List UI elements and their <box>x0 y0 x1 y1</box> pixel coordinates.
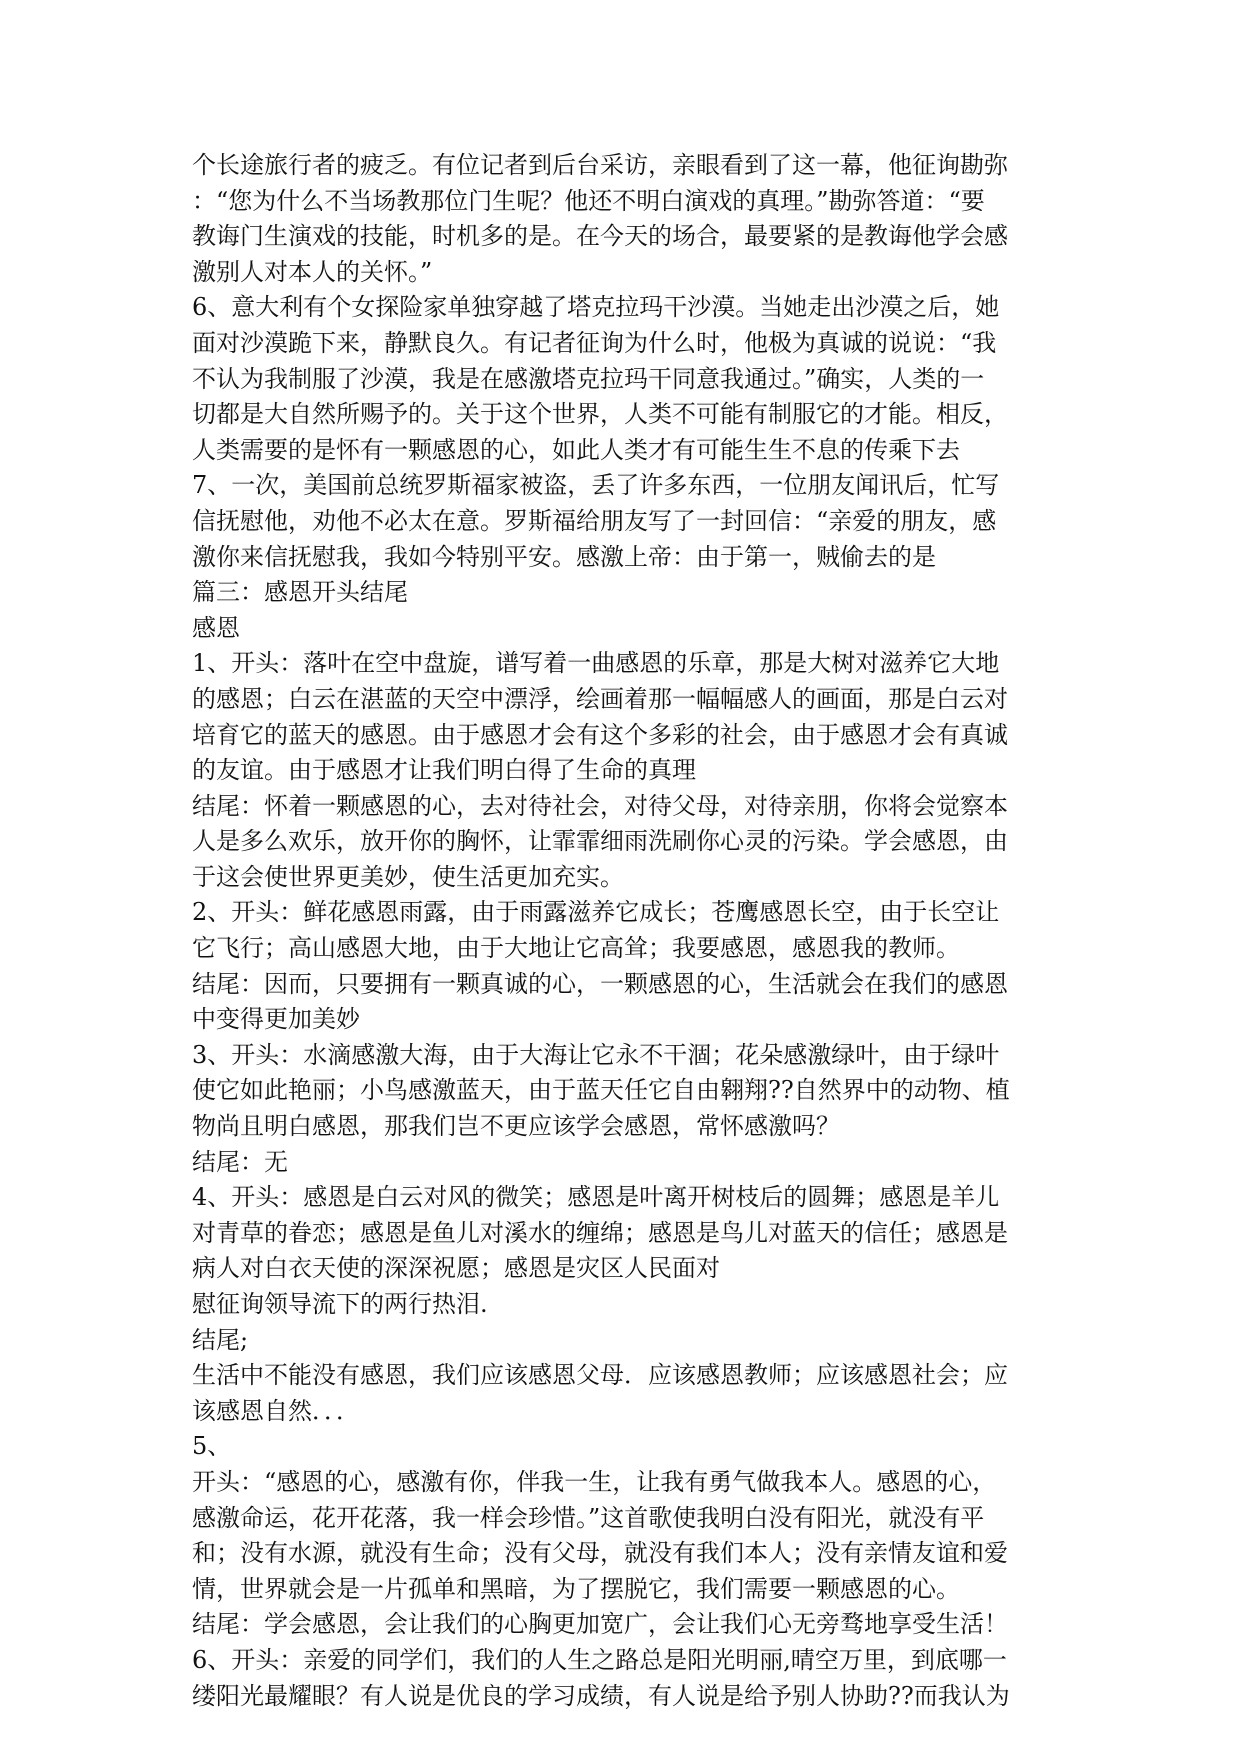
text-line: 教诲门生演戏的技能，时机多的是。在今天的场合，最要紧的是教诲他学会感 <box>192 222 1008 251</box>
text-line: 不认为我制服了沙漠，我是在感激塔克拉玛干同意我通过。”确实，人类的一 <box>192 364 985 393</box>
text-line: 6、开头：亲爱的同学们，我们的人生之路总是阳光明丽,晴空万里，到底哪一 <box>192 1645 1007 1674</box>
text-line: 激你来信抚慰我，我如今特别平安。感激上帝：由于第一，贼偷去的是 <box>192 542 936 571</box>
text-line: 的感恩；白云在湛蓝的天空中漂浮，绘画着那一幅幅感人的画面，那是白云对 <box>192 684 1008 713</box>
text-line: 结尾：怀着一颗感恩的心，去对待社会，对待父母，对待亲朋，你将会觉察本 <box>192 791 1008 820</box>
text-line: 信抚慰他，劝他不必太在意。罗斯福给朋友写了一封回信：“亲爱的朋友，感 <box>192 506 997 535</box>
section-title: 感恩 <box>192 613 240 642</box>
text-line: 4、开头：感恩是白云对风的微笑；感恩是叶离开树枝后的圆舞；感恩是羊儿 <box>192 1183 1000 1212</box>
text-line: 培育它的蓝天的感恩。由于感恩才会有这个多彩的社会，由于感恩才会有真诚 <box>192 720 1008 749</box>
text-line: 人类需要的是怀有一颗感恩的心，如此人类才有可能生生不息的传乘下去 <box>192 435 960 464</box>
text-line: 1、开头：落叶在空中盘旋，谱写着一曲感恩的乐章，那是大树对滋养它大地 <box>192 649 1000 678</box>
text-line: 物尚且明白感恩，那我们岂不更应该学会感恩，常怀感激吗？ <box>192 1112 840 1141</box>
text-line: 该感恩自然．．． <box>192 1396 360 1425</box>
text-line: 中变得更加美妙 <box>192 1005 360 1034</box>
text-line: 6、意大利有个女探险家单独穿越了塔克拉玛干沙漠。当她走出沙漠之后，她 <box>192 293 1000 322</box>
text-line: 结尾：无 <box>192 1147 288 1176</box>
text-line: 病人对白衣天使的深深祝愿；感恩是灾区人民面对 <box>192 1254 720 1283</box>
document-body <box>192 148 1048 1714</box>
text-line: 个长途旅行者的疲乏。有位记者到后台采访，亲眼看到了这一幕，他征询勘弥 <box>192 151 1008 179</box>
text-line: 缕阳光最耀眼？有人说是优良的学习成绩，有人说是给予别人协助??而我认为 <box>192 1681 1010 1710</box>
section-heading: 篇三：感恩开头结尾 <box>192 578 408 607</box>
text-line: 和；没有水源，就没有生命；没有父母，就没有我们本人；没有亲情友谊和爱 <box>192 1539 1008 1568</box>
text-line: ：“您为什么不当场教那位门生呢？他还不明白演戏的真理。”勘弥答道：“要 <box>192 186 985 215</box>
text-line: 开头：“感恩的心，感激有你，伴我一生，让我有勇气做我本人。感恩的心， <box>192 1467 997 1496</box>
text-line: 3、开头：水滴感激大海，由于大海让它永不干涸；花朵感激绿叶，由于绿叶 <box>192 1040 1000 1069</box>
text-line: 生活中不能没有感恩，我们应该感恩父母．应该感恩教师；应该感恩社会；应 <box>192 1361 1008 1390</box>
text-line: 结尾; <box>192 1325 249 1354</box>
text-line: 情，世界就会是一片孤单和黑暗，为了摆脱它，我们需要一颗感恩的心。 <box>192 1574 960 1603</box>
text-line: 人是多么欢乐，放开你的胸怀，让霏霏细雨洗刷你心灵的污染。学会感恩，由 <box>192 827 1008 856</box>
text-line: 对青草的眷恋；感恩是鱼儿对溪水的缠绵；感恩是鸟儿对蓝天的信任；感恩是 <box>192 1218 1008 1247</box>
text-line: 结尾：学会感恩，会让我们的心胸更加宽广，会让我们心无旁骛地享受生活！ <box>192 1610 1008 1639</box>
text-line: 激别人对本人的关怀。” <box>192 257 433 286</box>
text-line: 结尾：因而，只要拥有一颗真诚的心，一颗感恩的心，生活就会在我们的感恩 <box>192 969 1008 998</box>
text-line: 2、开头：鲜花感恩雨露，由于雨露滋养它成长；苍鹰感恩长空，由于长空让 <box>192 898 1000 927</box>
text-line: 它飞行；高山感恩大地，由于大地让它高耸；我要感恩，感恩我的教师。 <box>192 934 960 963</box>
text-line: 感激命运，花开花落，我一样会珍惜。”这首歌使我明白没有阳光，就没有平 <box>192 1503 985 1532</box>
text-line: 使它如此艳丽；小鸟感激蓝天，由于蓝天任它自由翱翔??自然界中的动物、植 <box>192 1076 1010 1105</box>
text-line: 7、一次，美国前总统罗斯福家被盗，丢了许多东西，一位朋友闻讯后，忙写 <box>192 471 1000 500</box>
text-line: 慰征询领导流下的两行热泪. <box>192 1290 488 1318</box>
text-line: 切都是大自然所赐予的。关于这个世界，人类不可能有制服它的才能。相反， <box>192 400 1008 429</box>
text-line: 面对沙漠跪下来，静默良久。有记者征询为什么时，他极为真诚的说说：“我 <box>192 328 997 357</box>
text-line: 5、 <box>192 1432 232 1461</box>
text-line: 于这会使世界更美妙，使生活更加充实。 <box>192 862 624 891</box>
text-line: 的友谊。由于感恩才让我们明白得了生命的真理 <box>192 756 696 785</box>
